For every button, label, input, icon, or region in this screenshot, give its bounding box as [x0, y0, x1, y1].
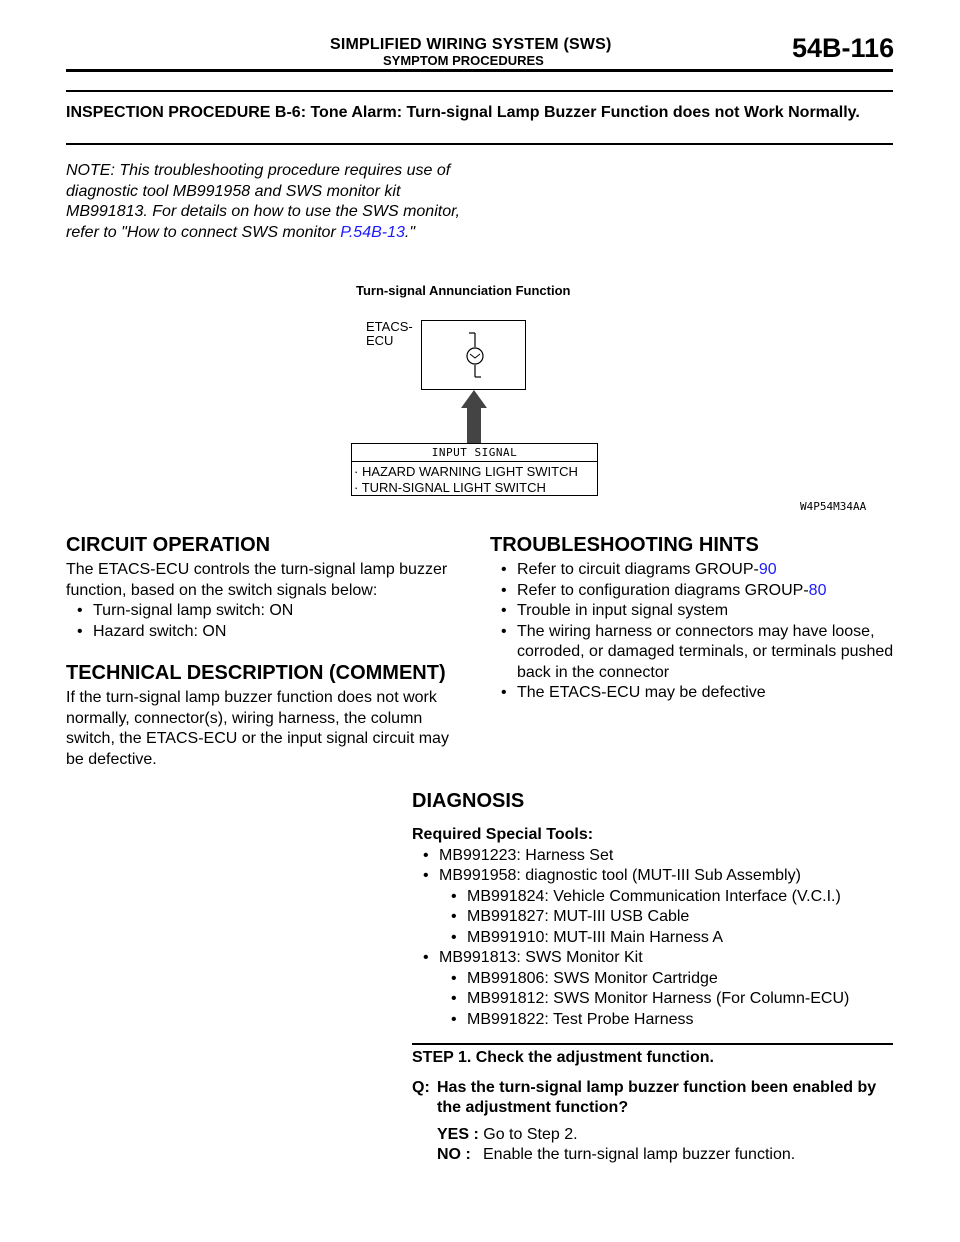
input-signal-header: INPUT SIGNAL: [352, 444, 597, 462]
question-label: Q:: [412, 1078, 430, 1096]
hint-configuration-diagrams-text: Refer to configuration diagrams GROUP-: [517, 581, 809, 599]
circuit-item-turn-signal: • Turn-signal lamp switch: ON: [66, 601, 471, 622]
no-text: Enable the turn-signal lamp buzzer function.: [483, 1146, 796, 1163]
page-number: 54B-116: [792, 33, 895, 63]
technical-description-section: [66, 662, 471, 770]
ecu-label-line-1: ETACS-: [366, 319, 413, 334]
required-tools-label: Required Special Tools:: [412, 826, 594, 843]
hint-circuit-diagrams: [490, 560, 895, 581]
circuit-item-hazard: • Hazard switch: ON: [66, 622, 471, 643]
yes-label: YES :: [437, 1125, 479, 1143]
input-turn-signal-switch: · TURN-SIGNAL LIGHT SWITCH: [354, 480, 546, 495]
inspection-procedure-title: INSPECTION PROCEDURE B-6: Tone Alarm: Turn-signal Lamp Buzzer Function does not Work Normally.: [66, 104, 860, 121]
troubleshooting-hints-heading: TROUBLESHOOTING HINTS: [490, 534, 759, 556]
section-title: SIMPLIFIED WIRING SYSTEM (SWS): [330, 36, 612, 53]
title-top-rule: [66, 90, 893, 92]
note-text: NOTE: This troubleshooting procedure requires use of diagnostic tool MB991958 and SWS monitor kit MB991813. For details on how to use the SWS monitor, refer to "How to connect SWS monitor: [66, 162, 460, 241]
hint-circuit-diagrams-group[interactable]: 90: [758, 561, 777, 578]
figure-code: W4P54M34AA: [800, 500, 867, 513]
note-tail: .": [404, 223, 416, 241]
step1-title: STEP 1. Check the adjustment function.: [412, 1049, 714, 1066]
circuit-operation-heading: CIRCUIT OPERATION: [66, 534, 271, 556]
tool-harness-set: • MB991223: Harness Set: [412, 846, 892, 867]
diagnosis-section: [412, 790, 892, 1030]
no-label: NO :: [437, 1146, 471, 1163]
tool-test-probe: • MB991822: Test Probe Harness: [412, 1010, 892, 1031]
header-rule: [66, 69, 893, 72]
input-signal-block: [351, 443, 598, 496]
tool-sws-cartridge: • MB991806: SWS Monitor Cartridge: [412, 969, 892, 990]
signal-arrow-head: [461, 390, 487, 408]
circuit-operation-section: [66, 534, 471, 642]
circuit-operation-text: The ETACS-ECU controls the turn-signal lamp buzzer function, based on the switch signals below:: [66, 561, 448, 599]
step1-section: [412, 1048, 892, 1166]
tool-sws-monitor-kit: • MB991813: SWS Monitor Kit: [412, 948, 892, 969]
hint-circuit-diagrams-text: Refer to circuit diagrams GROUP-: [517, 561, 759, 578]
tool-diagnostic-tool: • MB991958: diagnostic tool (MUT-III Sub Assembly): [412, 866, 892, 887]
step1-no: [412, 1145, 892, 1166]
yes-text: Go to Step 2.: [483, 1125, 578, 1143]
diagnosis-heading: DIAGNOSIS: [412, 790, 525, 812]
ecu-label-line-2: ECU: [366, 333, 394, 348]
troubleshooting-hints-section: [490, 534, 895, 704]
hint-configuration-diagrams-group[interactable]: 80: [808, 581, 827, 599]
title-bottom-rule: [66, 143, 893, 145]
step1-question: [412, 1078, 892, 1119]
technical-description-text: If the turn-signal lamp buzzer function does not work normally, connector(s), wiring harness, the column switch, the ETACS-ECU or the input signal circuit may be defective.: [66, 689, 449, 768]
hint-input-signal: • Trouble in input signal system: [490, 601, 895, 622]
input-hazard-switch: · HAZARD WARNING LIGHT SWITCH: [354, 464, 578, 479]
figure-title: Turn-signal Annunciation Function: [356, 283, 571, 298]
buzzer-icon: [460, 331, 490, 381]
hint-etacs-ecu: • The ETACS-ECU may be defective: [490, 683, 895, 704]
ecu-block: [421, 320, 526, 390]
hint-configuration-diagrams: [490, 581, 895, 602]
technical-description-heading: TECHNICAL DESCRIPTION (COMMENT): [66, 662, 446, 684]
subsection-title: SYMPTOM PROCEDURES: [383, 53, 544, 68]
step1-rule: [412, 1043, 893, 1045]
hint-wiring-harness: • The wiring harness or connectors may have loose, corroded, or damaged terminals, or terminals pushed back in the connector: [490, 622, 895, 684]
tool-sws-harness: • MB991812: SWS Monitor Harness (For Column-ECU): [412, 989, 892, 1010]
signal-arrow-shaft: [467, 407, 481, 443]
step1-yes: [412, 1125, 892, 1146]
ecu-label: [366, 320, 422, 348]
question-text: Has the turn-signal lamp buzzer function been enabled by the adjustment function?: [437, 1078, 877, 1116]
note-page-link[interactable]: P.54B-13: [340, 223, 405, 241]
troubleshooting-note: [66, 161, 486, 243]
tool-vci: • MB991824: Vehicle Communication Interface (V.C.I.): [412, 887, 892, 908]
tool-main-harness: • MB991910: MUT-III Main Harness A: [412, 928, 892, 949]
tool-usb-cable: • MB991827: MUT-III USB Cable: [412, 907, 892, 928]
